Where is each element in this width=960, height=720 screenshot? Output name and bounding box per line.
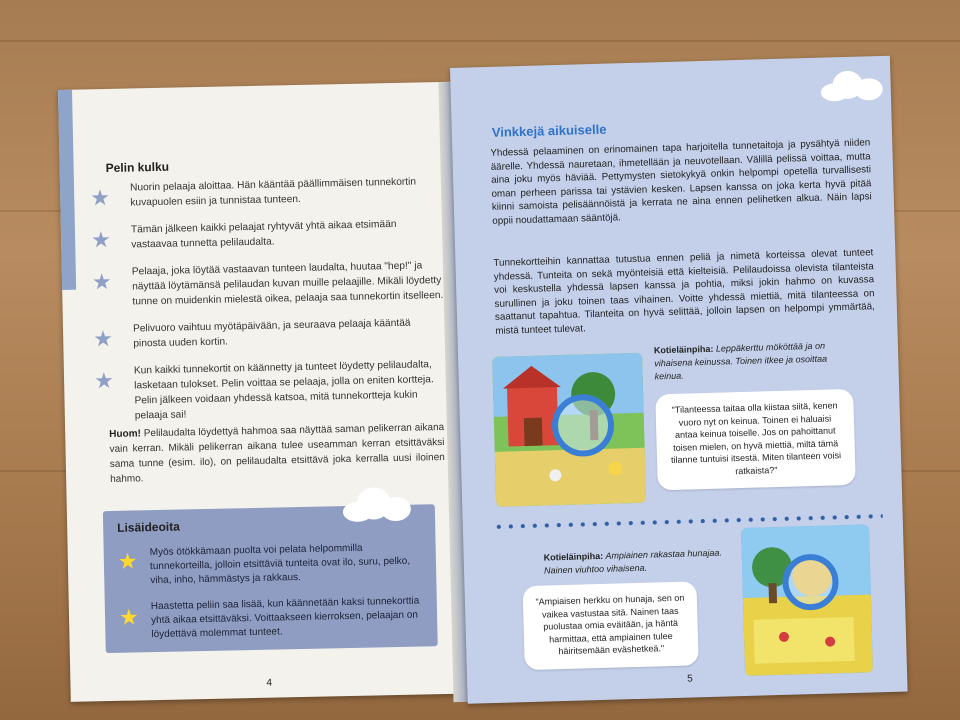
step-text: Kun kaikki tunnekortit on käännetty ja tunteet löydetty pelilaudalta, lasketaan tulokset. Pelin voittaa se pelaaja, jolla on eniten kortteja. Pelin jälkeen voidaan yhdessä katsoa, mitä tunnekortteja kukin pelaaja sai! bbox=[133, 359, 434, 422]
star-icon: ★ bbox=[117, 548, 138, 574]
advice-paragraph: Tunnekortteihin kannattaa tutustua ennen peliä ja nimetä korteissa olevat tunteet yhdessä. Tunteita on sekä myönteisiä että kielteisiä. Pelilaudoissa olevista tilanteista voi keskustella yhdessä lapsen kanssa ja pohtia, miksi jokin hahmo on kuvassa surullinen ja joku toinen taas vihainen. Voitte yhdessä miettiä, mitä tilanteessa on saattanut tapahtua. Tilanteita on hyvä selittää, jolloin lapsen on helpompi ymmärtää, mistä tunteet tulevat. bbox=[493, 247, 875, 337]
star-icon: ★ bbox=[118, 604, 140, 630]
game-steps-list bbox=[82, 174, 447, 436]
idea-text: Myös ötökkämaan puolta voi pelata helpommilla tunnekorteilla, jolloin etsittäviä tunteita ovat ilo, suru, pelko, viha, inho, hämmästys ja rakkaus. bbox=[149, 542, 411, 587]
note-label: Huom! bbox=[109, 428, 142, 441]
caption-label: Kotieläinpiha: bbox=[543, 550, 604, 563]
step-item bbox=[85, 315, 446, 353]
star-icon: ★ bbox=[91, 268, 113, 295]
step-item bbox=[82, 174, 443, 212]
wood-grain bbox=[0, 40, 960, 42]
speech-bubble: "Tilanteessa taitaa olla kiistaa siitä, kenen vuoro nyt on keinua. Toinen ei haluaisi antaa keinua toiselle. Jos on pahoittanut toisen mielen, on hyvä miettiä, miltä tämä tilanne tuntuisi itsestä. Miten tilanteen voisi ratkaista?" bbox=[655, 389, 856, 490]
step-text: Pelivuoro vaihtuu myötäpäivään, ja seuraava pelaaja kääntää pinosta uuden kortin. bbox=[132, 317, 411, 350]
star-icon: ★ bbox=[93, 367, 115, 394]
note-text: Pelilaudalta löydettyä hahmoa saa näyttää saman pelikerran aikana vain kerran. Mikäli pelikerran aikana tulee useamman kerran etsittäväksi sama tunne (esim. ilo), on pelilaudalta etsittävä joka kerralla uusi iloinen hahmo. bbox=[109, 421, 445, 485]
ideas-title: Lisäideoita bbox=[117, 519, 181, 535]
ideas-box bbox=[103, 504, 438, 653]
example-caption bbox=[544, 546, 745, 578]
star-icon: ★ bbox=[92, 325, 114, 352]
example-caption bbox=[654, 339, 855, 384]
picnic-illustration bbox=[741, 524, 873, 676]
speech-bubble: "Ampiaisen herkku on hunaja, sen on vaikea vastustaa sitä. Nainen taas puolustaa omia eväitään, ja häntä harmittaa, että ampiainen tulee häiritsemään eväshetkeä." bbox=[522, 581, 698, 670]
left-page bbox=[58, 82, 471, 702]
step-item bbox=[84, 258, 445, 311]
step-text: Nuorin pelaaja aloittaa. Hän kääntää päällimmäisen tunnekortin kuvapuolen esiin ja tunnistaa tunteen. bbox=[129, 176, 417, 209]
cloud-icon bbox=[820, 70, 885, 102]
cloud-icon bbox=[342, 487, 413, 522]
right-heading: Vinkkejä aikuiselle bbox=[491, 121, 607, 140]
step-text: Pelaaja, joka löytää vastaavan tunteen laudalta, huutaa "hep!" ja näyttää löytämänsä pelilaudan kuvan muille pelaajille. Mikäli löydetty tunne on muidenkin mielestä oikea, pelaaja saa tunnekortin itselleen. bbox=[131, 260, 444, 308]
right-page bbox=[450, 56, 908, 704]
step-item bbox=[83, 216, 444, 254]
step-text: Tämän jälkeen kaikki pelaajat ryhtyvät yhtä aikaa etsimään vastaavaa tunnetta pelilaudalta. bbox=[130, 218, 397, 251]
star-icon: ★ bbox=[90, 226, 112, 253]
page-edge-strip bbox=[58, 90, 76, 290]
caption-text: Ampiainen rakastaa hunajaa. Nainen viuhtoo vihaisena. bbox=[543, 547, 723, 576]
caption-text: Leppäkerttu mököttää ja on vihaisena keinussa. Toinen itkee ja osoittaa keinua. bbox=[654, 340, 828, 382]
booklet bbox=[58, 62, 888, 702]
step-item bbox=[86, 357, 447, 425]
advice-paragraph: Yhdessä pelaaminen on erinomainen tapa harjoitella tunnetaitoja ja pysähtyä niiden äärelle. Yhdessä nauretaan, ihmetellään ja neuvotellaan. Välillä pelissä voittaa, mutta aina joku myös häviää. Pettymysten sietokykyä onkin helpompi opetella turvallisesti oman perheen parissa tai ystävien kesken. Lapsen kanssa on joka kerta hyvä pitää kiinni samoista pelisäännöistä ja kerrata ne aina ennen pelihetken alkua. Näin lapsi oppii noudattamaan sääntöjä. bbox=[490, 137, 872, 227]
page-number: 4 bbox=[266, 677, 273, 689]
idea-text: Haastetta peliin saa lisää, kun käännetään kaksi tunnekorttia yhtä aikaa etsittäväksi. Voittaakseen kierroksen, pelaajan on löydettävä molemmat tunteet. bbox=[150, 595, 420, 641]
rule-note bbox=[109, 420, 445, 487]
star-icon: ★ bbox=[90, 184, 111, 211]
left-heading: Pelin kulku bbox=[105, 159, 170, 176]
page-number: 5 bbox=[687, 673, 693, 685]
caption-label: Kotieläinpiha: bbox=[653, 343, 714, 356]
